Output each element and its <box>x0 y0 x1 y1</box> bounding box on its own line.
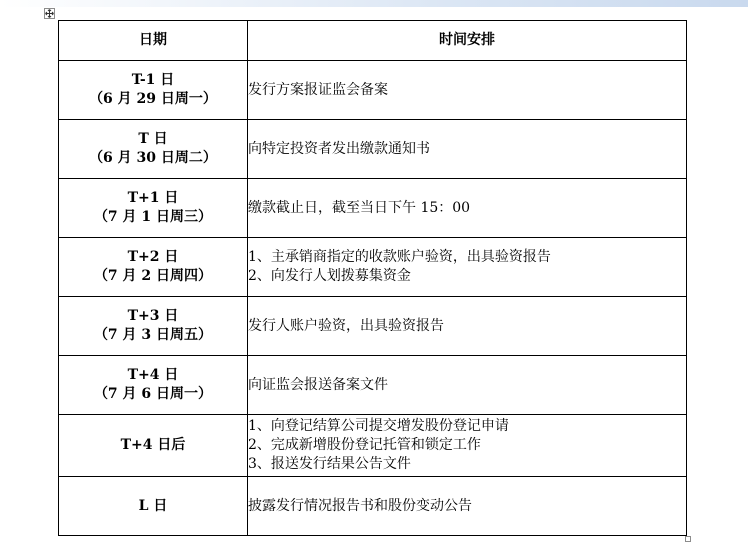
date-cell <box>59 415 248 477</box>
table-row <box>59 61 687 120</box>
date-line: （6 月 30 日周二） <box>89 150 217 166</box>
table-row <box>59 477 687 536</box>
date-line: T 日 <box>138 131 168 147</box>
table-row <box>59 356 687 415</box>
schedule-line: 2、向发行人划拨募集资金 <box>248 268 411 284</box>
date-line: T+4 日 <box>127 367 179 383</box>
table-row <box>59 415 687 477</box>
table-row <box>59 179 687 238</box>
schedule-line: 发行方案报证监会备案 <box>248 81 388 98</box>
schedule-line: 2、完成新增股份登记托管和锁定工作 <box>248 437 481 453</box>
schedule-cell <box>248 61 687 120</box>
date-line: L 日 <box>138 497 168 514</box>
schedule-cell <box>248 297 687 356</box>
date-line: （7 月 2 日周四） <box>93 268 213 284</box>
table-row <box>59 120 687 179</box>
schedule-cell <box>248 415 687 477</box>
date-line: T+2 日 <box>127 249 179 265</box>
date-line: （7 月 3 日周五） <box>93 327 213 343</box>
schedule-line: 向特定投资者发出缴款通知书 <box>248 140 430 157</box>
schedule-line: 3、报送发行结果公告文件 <box>248 456 411 472</box>
schedule-line: 向证监会报送备案文件 <box>248 376 388 393</box>
table-header-row <box>59 21 687 61</box>
schedule-cell <box>248 179 687 238</box>
window-top-bar <box>0 0 748 7</box>
date-cell <box>59 238 248 297</box>
schedule-table <box>58 20 687 536</box>
table-row <box>59 238 687 297</box>
schedule-line: 1、主承销商指定的收款账户验资，出具验资报告 <box>248 249 551 265</box>
date-line: T-1 日 <box>131 72 175 88</box>
date-line: T+3 日 <box>127 308 179 324</box>
table-row <box>59 297 687 356</box>
date-line: （6 月 29 日周一） <box>89 91 217 107</box>
date-cell <box>59 179 248 238</box>
date-cell <box>59 61 248 120</box>
schedule-cell <box>248 356 687 415</box>
schedule-line: 缴款截止日，截至当日下午 15：00 <box>248 199 471 216</box>
schedule-cell <box>248 477 687 536</box>
date-line: （7 月 1 日周三） <box>93 209 213 225</box>
schedule-line: 1、向登记结算公司提交增发股份登记申请 <box>248 418 509 434</box>
schedule-cell <box>248 120 687 179</box>
date-cell <box>59 356 248 415</box>
date-line: （7 月 6 日周一） <box>93 386 213 402</box>
date-cell <box>59 297 248 356</box>
table-move-handle-icon[interactable] <box>44 8 55 19</box>
date-cell <box>59 477 248 536</box>
date-line: T+1 日 <box>127 190 179 206</box>
table-resize-handle-icon[interactable] <box>685 536 691 542</box>
header-schedule: 时间安排 <box>248 21 687 61</box>
date-cell <box>59 120 248 179</box>
schedule-line: 发行人账户验资，出具验资报告 <box>248 317 444 334</box>
schedule-cell <box>248 238 687 297</box>
schedule-line: 披露发行情况报告书和股份变动公告 <box>248 497 472 514</box>
header-date: 日期 <box>59 21 248 61</box>
date-line: T+4 日后 <box>120 437 186 453</box>
